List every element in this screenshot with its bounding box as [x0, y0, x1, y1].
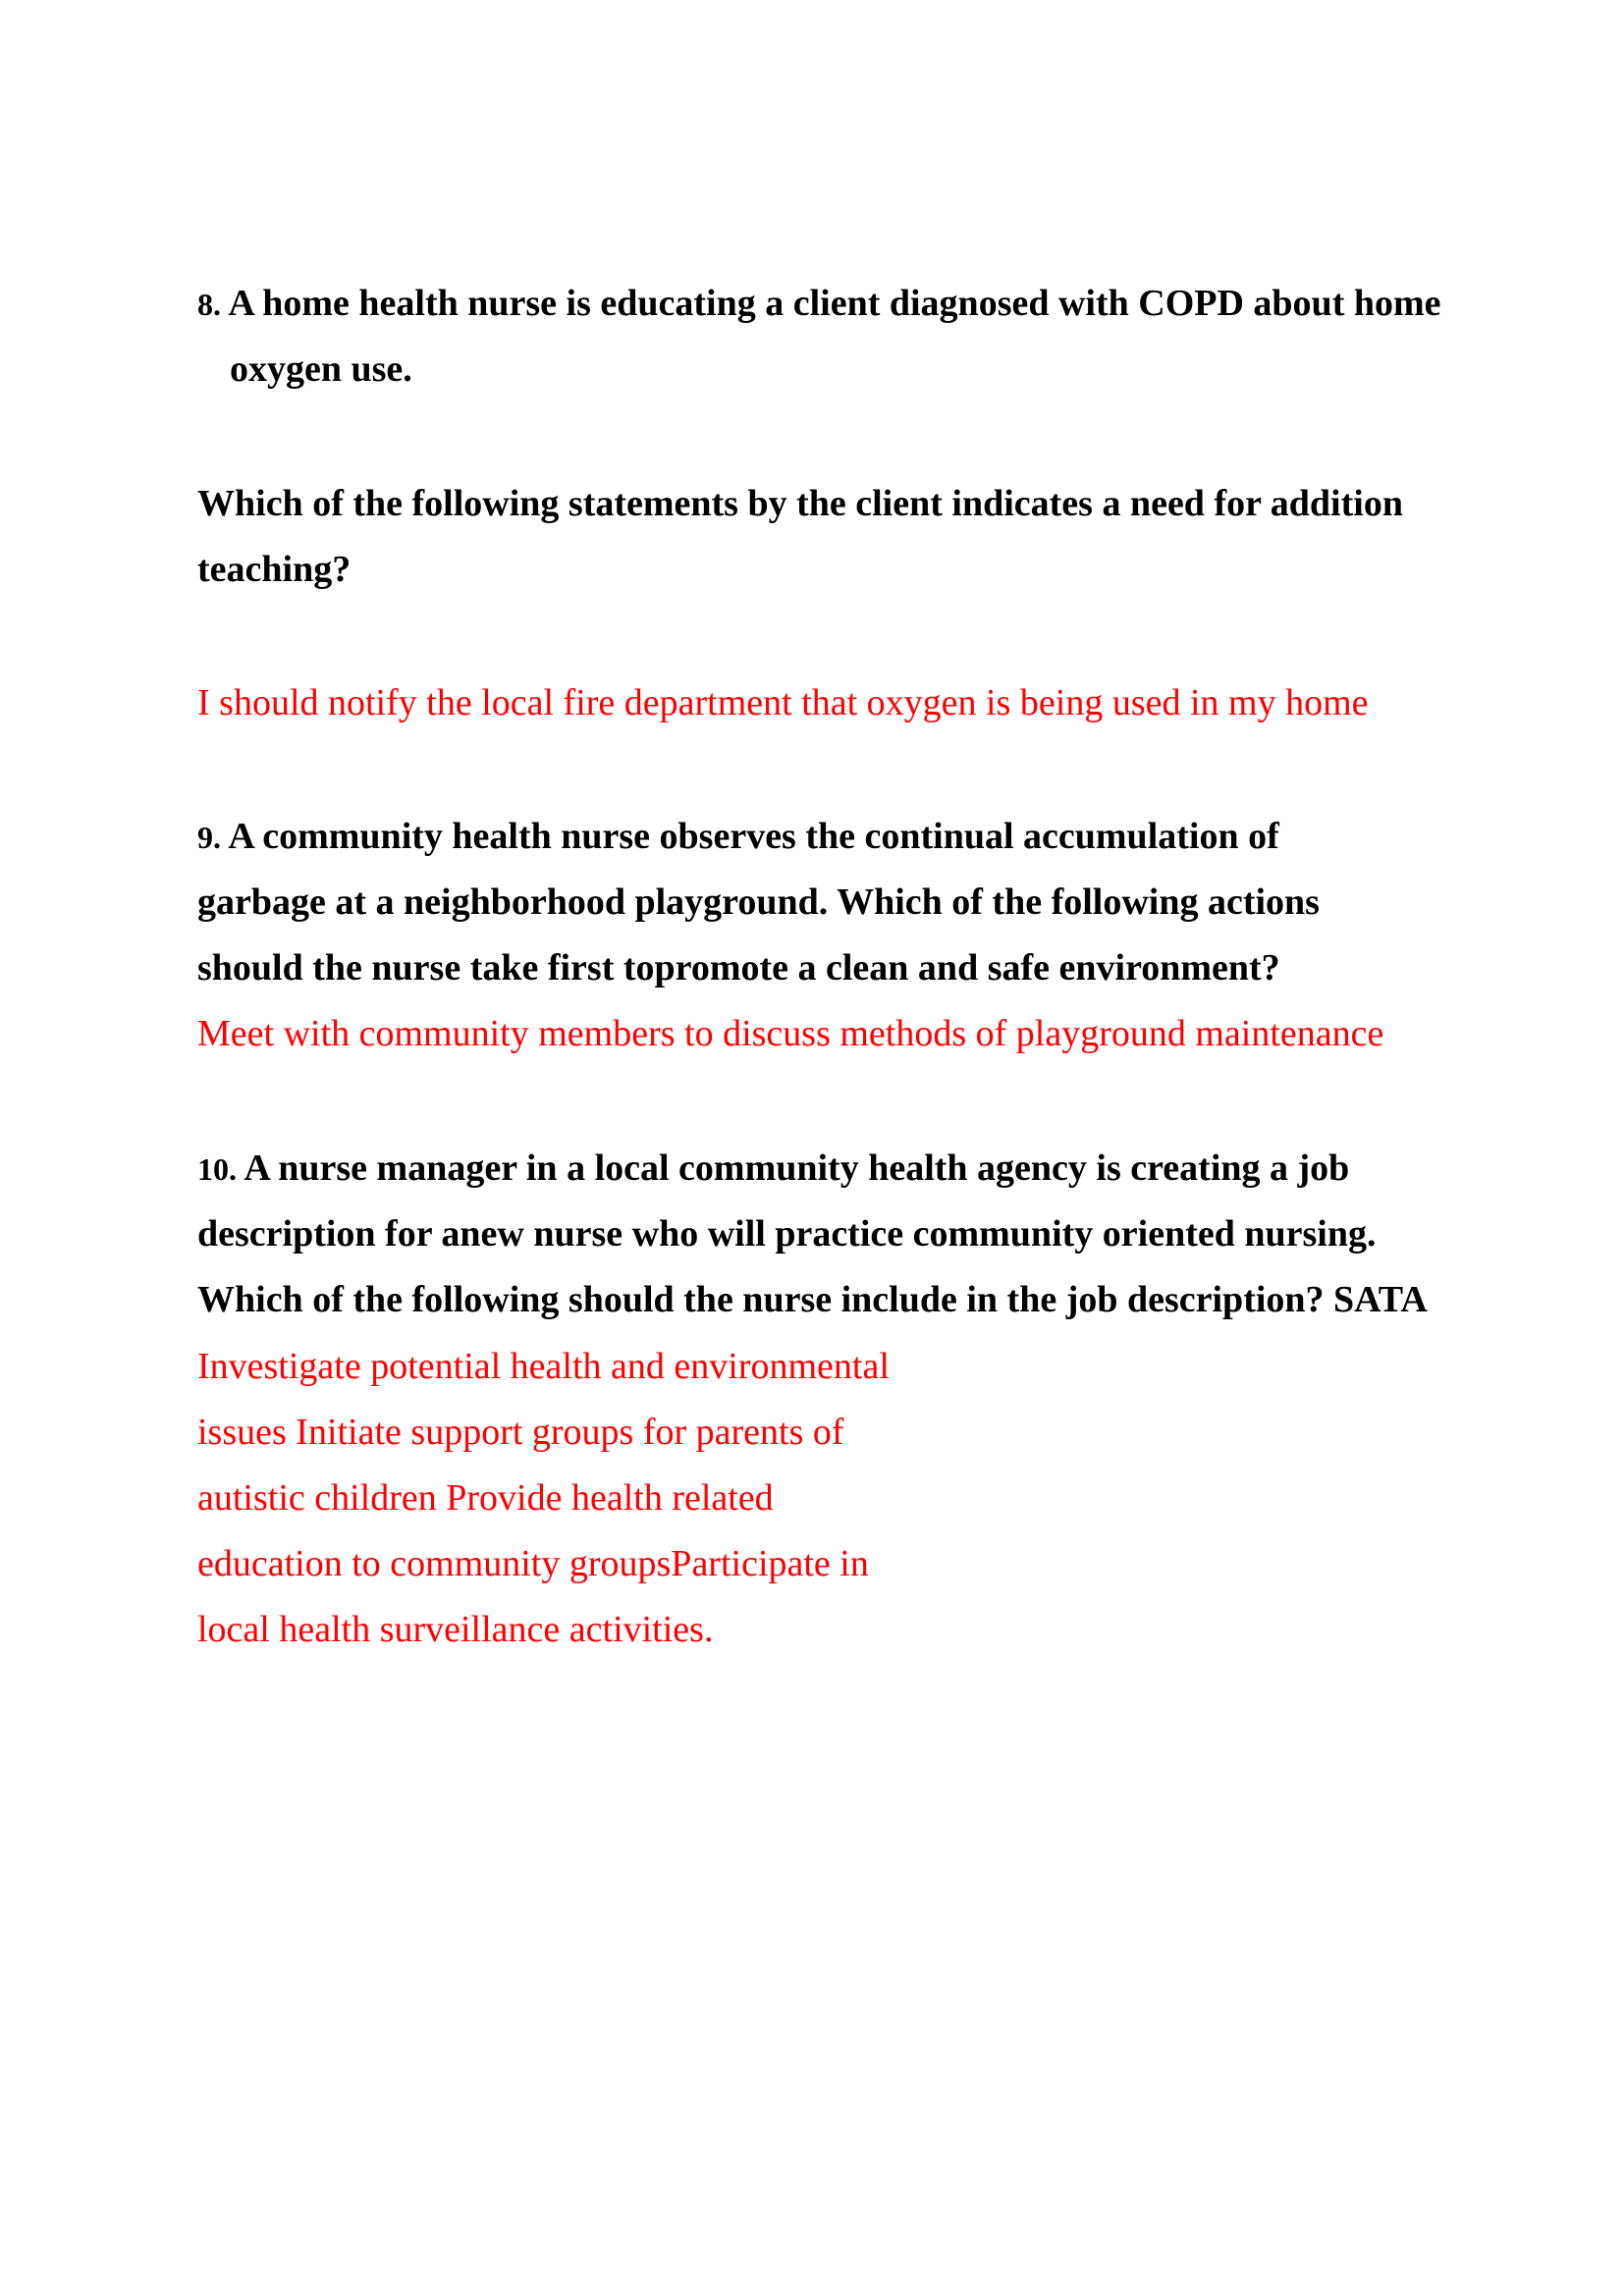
q9-number: 9.: [197, 820, 221, 855]
q10-stem-line-1: [197, 1146, 1349, 1192]
q9-answer: Meet with community members to discuss methods of playground maintenance: [197, 1013, 1384, 1054]
q10-number: 10.: [197, 1151, 237, 1187]
q8-number: 8.: [197, 287, 221, 322]
q8-prompt-line-1: Which of the following statements by the client indicates a need for addition: [197, 483, 1403, 524]
q8-stem-line-2: oxygen use.: [230, 348, 412, 390]
q10-answer-line-5: local health surveillance activities.: [197, 1609, 714, 1650]
q8-stem-line-1: [197, 281, 1441, 327]
q10-answer-line-1: Investigate potential health and environmental: [197, 1346, 890, 1387]
q9-stem-line-3: should the nurse take first topromote a clean and safe environment?: [197, 947, 1280, 988]
q10-answer-line-2: issues Initiate support groups for parents of: [197, 1412, 844, 1453]
q8-answer: I should notify the local fire department that oxygen is being used in my home: [197, 682, 1369, 723]
q10-stem-text: A nurse manager in a local community health agency is creating a job: [244, 1148, 1350, 1189]
q8-stem-text: A home health nurse is educating a client diagnosed with COPD about home: [228, 283, 1441, 324]
q9-stem-text: A community health nurse observes the continual accumulation of: [228, 816, 1279, 857]
q10-answer-line-4: education to community groupsParticipate in: [197, 1543, 869, 1584]
q8-prompt-line-2: teaching?: [197, 549, 352, 590]
q9-stem-line-2: garbage at a neighborhood playground. Which of the following actions: [197, 881, 1320, 923]
q10-stem-line-2: description for anew nurse who will practice community oriented nursing.: [197, 1213, 1377, 1255]
q10-stem-line-3: Which of the following should the nurse include in the job description? SATA: [197, 1279, 1428, 1320]
q9-stem-line-1: [197, 814, 1279, 860]
q10-answer-line-3: autistic children Provide health related: [197, 1477, 774, 1519]
